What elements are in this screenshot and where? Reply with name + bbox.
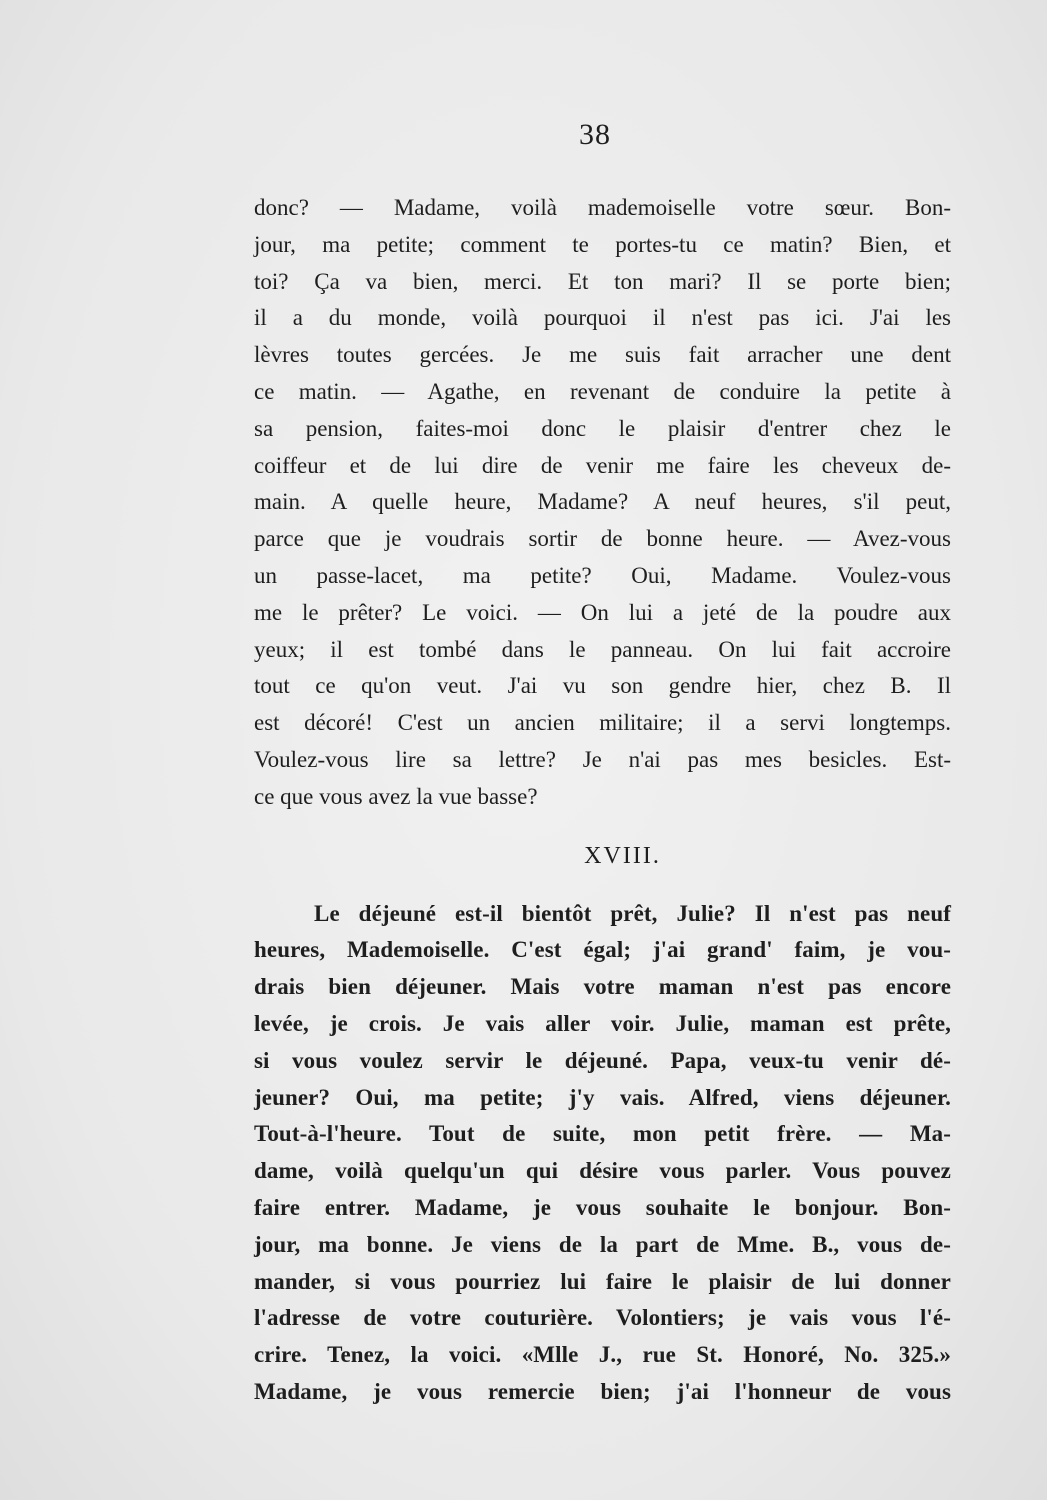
text-line: tout ce qu'on veut. J'ai vu son gendre hier, chez B. Il	[254, 673, 951, 699]
text-line: Madame, je vous remercie bien; j'ai l'honneur de vous	[254, 1378, 951, 1404]
section-xviii	[254, 896, 951, 1411]
section-heading: XVIII.	[584, 842, 661, 869]
text-line: levée, je crois. Je vais aller voir. Julie, maman est prête,	[254, 1010, 951, 1036]
text-line: lèvres toutes gercées. Je me suis fait arracher une dent	[254, 342, 951, 368]
text-line: yeux; il est tombé dans le panneau. On lui fait accroire	[254, 636, 951, 662]
text-line: jour, ma bonne. Je viens de la part de Mme. B., vous de-	[254, 1231, 951, 1257]
text-line: il a du monde, voilà pourquoi il n'est pas ici. J'ai les	[254, 305, 951, 331]
text-line: faire entrer. Madame, je vous souhaite le bonjour. Bon-	[254, 1194, 951, 1220]
text-line: dame, voilà quelqu'un qui désire vous parler. Vous pouvez	[254, 1158, 951, 1184]
text-line: mander, si vous pourriez lui faire le plaisir de lui donner	[254, 1268, 951, 1294]
text-line: si vous voulez servir le déjeuné. Papa, veux-tu venir dé-	[254, 1047, 951, 1073]
page-body	[254, 190, 951, 1411]
text-line: heures, Mademoiselle. C'est égal; j'ai grand' faim, je vou-	[254, 937, 951, 963]
text-line: un passe-lacet, ma petite? Oui, Madame. Voulez-vous	[254, 562, 951, 588]
text-line: me le prêter? Le voici. — On lui a jeté de la poudre aux	[254, 599, 951, 625]
text-line: l'adresse de votre couturière. Volontiers; je vais vous l'é-	[254, 1305, 951, 1331]
text-line: donc? — Madame, voilà mademoiselle votre sœur. Bon-	[254, 195, 951, 220]
text-line: crire. Tenez, la voici. «Mlle J., rue St. Honoré, No. 325.»	[254, 1342, 951, 1368]
text-line: coiffeur et de lui dire de venir me faire les cheveux de-	[254, 452, 951, 478]
text-line: jeuner? Oui, ma petite; j'y vais. Alfred, viens déjeuner.	[254, 1084, 951, 1110]
text-line: Voulez-vous lire sa lettre? Je n'ai pas mes besicles. Est-	[254, 746, 951, 772]
text-line: Tout-à-l'heure. Tout de suite, mon petit frère. — Ma-	[254, 1121, 951, 1147]
text-line: jour, ma petite; comment te portes-tu ce matin? Bien, et	[254, 231, 951, 257]
text-line: ce matin. — Agathe, en revenant de conduire la petite à	[254, 378, 951, 404]
section-xvii-continuation	[254, 190, 951, 816]
page-number: 38	[579, 118, 611, 151]
text-line: drais bien déjeuner. Mais votre maman n'est pas encore	[254, 974, 951, 1000]
text-line: toi? Ça va bien, merci. Et ton mari? Il se porte bien;	[254, 268, 951, 294]
text-line: ce que vous avez la vue basse?	[254, 783, 538, 809]
text-line: Le déjeuné est-il bientôt prêt, Julie? Il n'est pas neuf	[314, 900, 951, 926]
text-line: parce que je voudrais sortir de bonne heure. — Avez-vous	[254, 526, 951, 552]
text-line: main. A quelle heure, Madame? A neuf heures, s'il peut,	[254, 489, 951, 515]
text-line: est décoré! C'est un ancien militaire; il a servi longtemps.	[254, 710, 951, 736]
text-line: sa pension, faites-moi donc le plaisir d'entrer chez le	[254, 415, 951, 441]
